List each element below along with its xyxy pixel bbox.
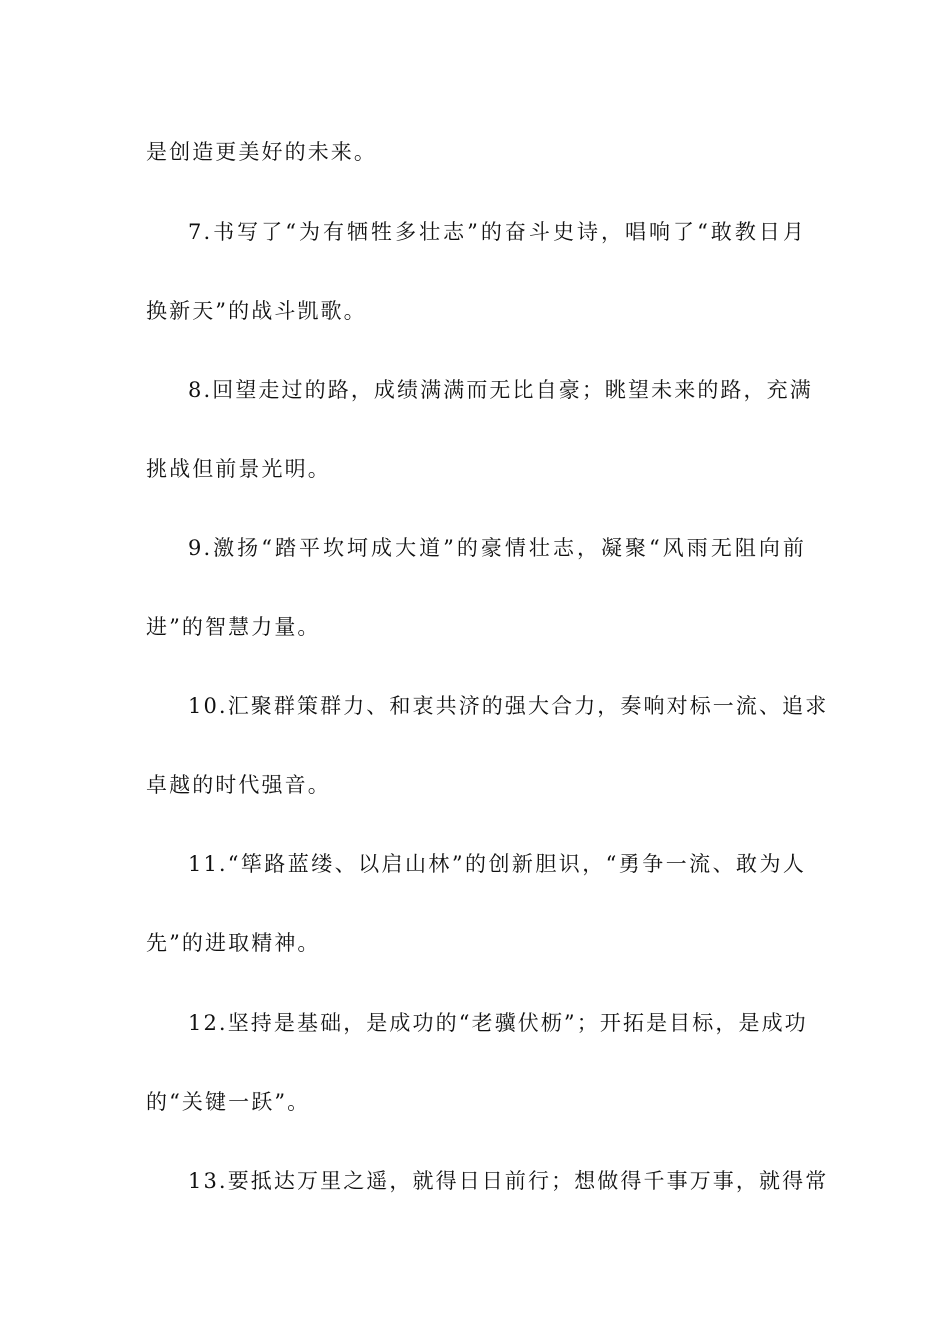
item-11-line-2: 先”的进取精神。	[146, 931, 321, 955]
item-8-line-1: 8.回望走过的路，成绩满满而无比自豪；眺望未来的路，充满	[188, 378, 813, 402]
item-8-line-2: 挑战但前景光明。	[146, 457, 331, 481]
item-10-line-2: 卓越的时代强音。	[146, 773, 331, 797]
item-12-line-1: 12.坚持是基础，是成功的“老骥伏枥”；开拓是目标，是成功	[188, 1011, 808, 1035]
item-12-line-2: 的“关键一跃”。	[146, 1090, 311, 1114]
item-7-line-2: 换新天”的战斗凯歌。	[146, 299, 367, 323]
text-line-continuation: 是创造更美好的未来。	[146, 140, 377, 164]
item-9-line-1: 9.激扬“踏平坎坷成大道”的豪情壮志，凝聚“风雨无阻向前	[188, 536, 806, 560]
item-13-line-1: 13.要抵达万里之遥，就得日日前行；想做得千事万事，就得常	[188, 1169, 829, 1193]
item-11-line-1: 11.“筚路蓝缕、以启山林”的创新胆识，“勇争一流、敢为人	[188, 852, 806, 876]
item-7-line-1: 7.书写了“为有牺牲多壮志”的奋斗史诗，唱响了“敢教日月	[188, 220, 806, 244]
item-10-line-1: 10.汇聚群策群力、和衷共济的强大合力，奏响对标一流、追求	[188, 694, 829, 718]
item-9-line-2: 进”的智慧力量。	[146, 615, 321, 639]
